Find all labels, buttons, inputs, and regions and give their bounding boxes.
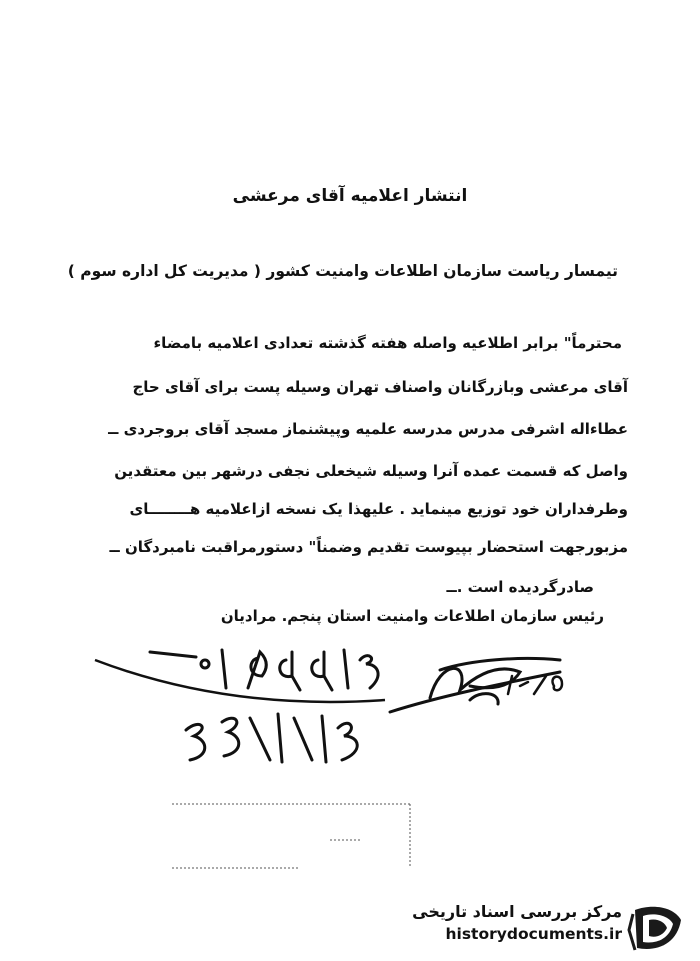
document-title: انتشار اعلامیه آقای مرعشی: [232, 186, 468, 206]
body-line-3: عطاءاله اشرفی مدرس مدرسه علمیه وپیشنماز مسجد آقای بروجردی ــ: [108, 420, 628, 438]
signature-scribble: [390, 658, 560, 712]
faint-bottom-marks: [172, 804, 410, 868]
handwritten-number: [150, 650, 378, 690]
recipient-line: تیمسار ریاست سازمان اطلاعات وامنیت کشور ( مدیریت کل اداره سوم ): [67, 262, 618, 280]
signatory-line: رئیس سازمان اطلاعات وامنیت استان پنجم. مرادیان: [220, 607, 604, 625]
archive-logo-icon: [627, 900, 689, 956]
body-line-5: وطرفداران خود توزیع مینماید . علیهذا یک نسخه ازاعلامیه هــــــــای: [129, 500, 628, 518]
handwritten-date: [186, 714, 357, 762]
archive-name: مرکز بررسی اسناد تاریخی: [412, 902, 622, 921]
handwritten-initials-date: [508, 676, 562, 694]
body-line-4: واصل که قسمت عمده آنرا وسیله شیخعلی نجفی درشهر بین معتقدین: [114, 462, 628, 480]
archive-website-link[interactable]: historydocuments.ir: [445, 925, 622, 943]
body-line-1: محترماً" برابر اطلاعیه واصله هفته گذشته تعدادی اعلامیه بامضاء: [153, 334, 622, 352]
body-line-2: آقای مرعشی وبازرگانان واصناف تهران وسیله پست برای آقای حاج: [132, 378, 628, 396]
handwritten-underline-stroke: [95, 660, 385, 702]
body-line-6: مزبورجهت استحضار بپیوست تقدیم وضمناً" دستورمراقبت نامبردگان ــ: [109, 538, 628, 556]
body-line-7: صادرگردیده است .ــ: [446, 578, 594, 596]
